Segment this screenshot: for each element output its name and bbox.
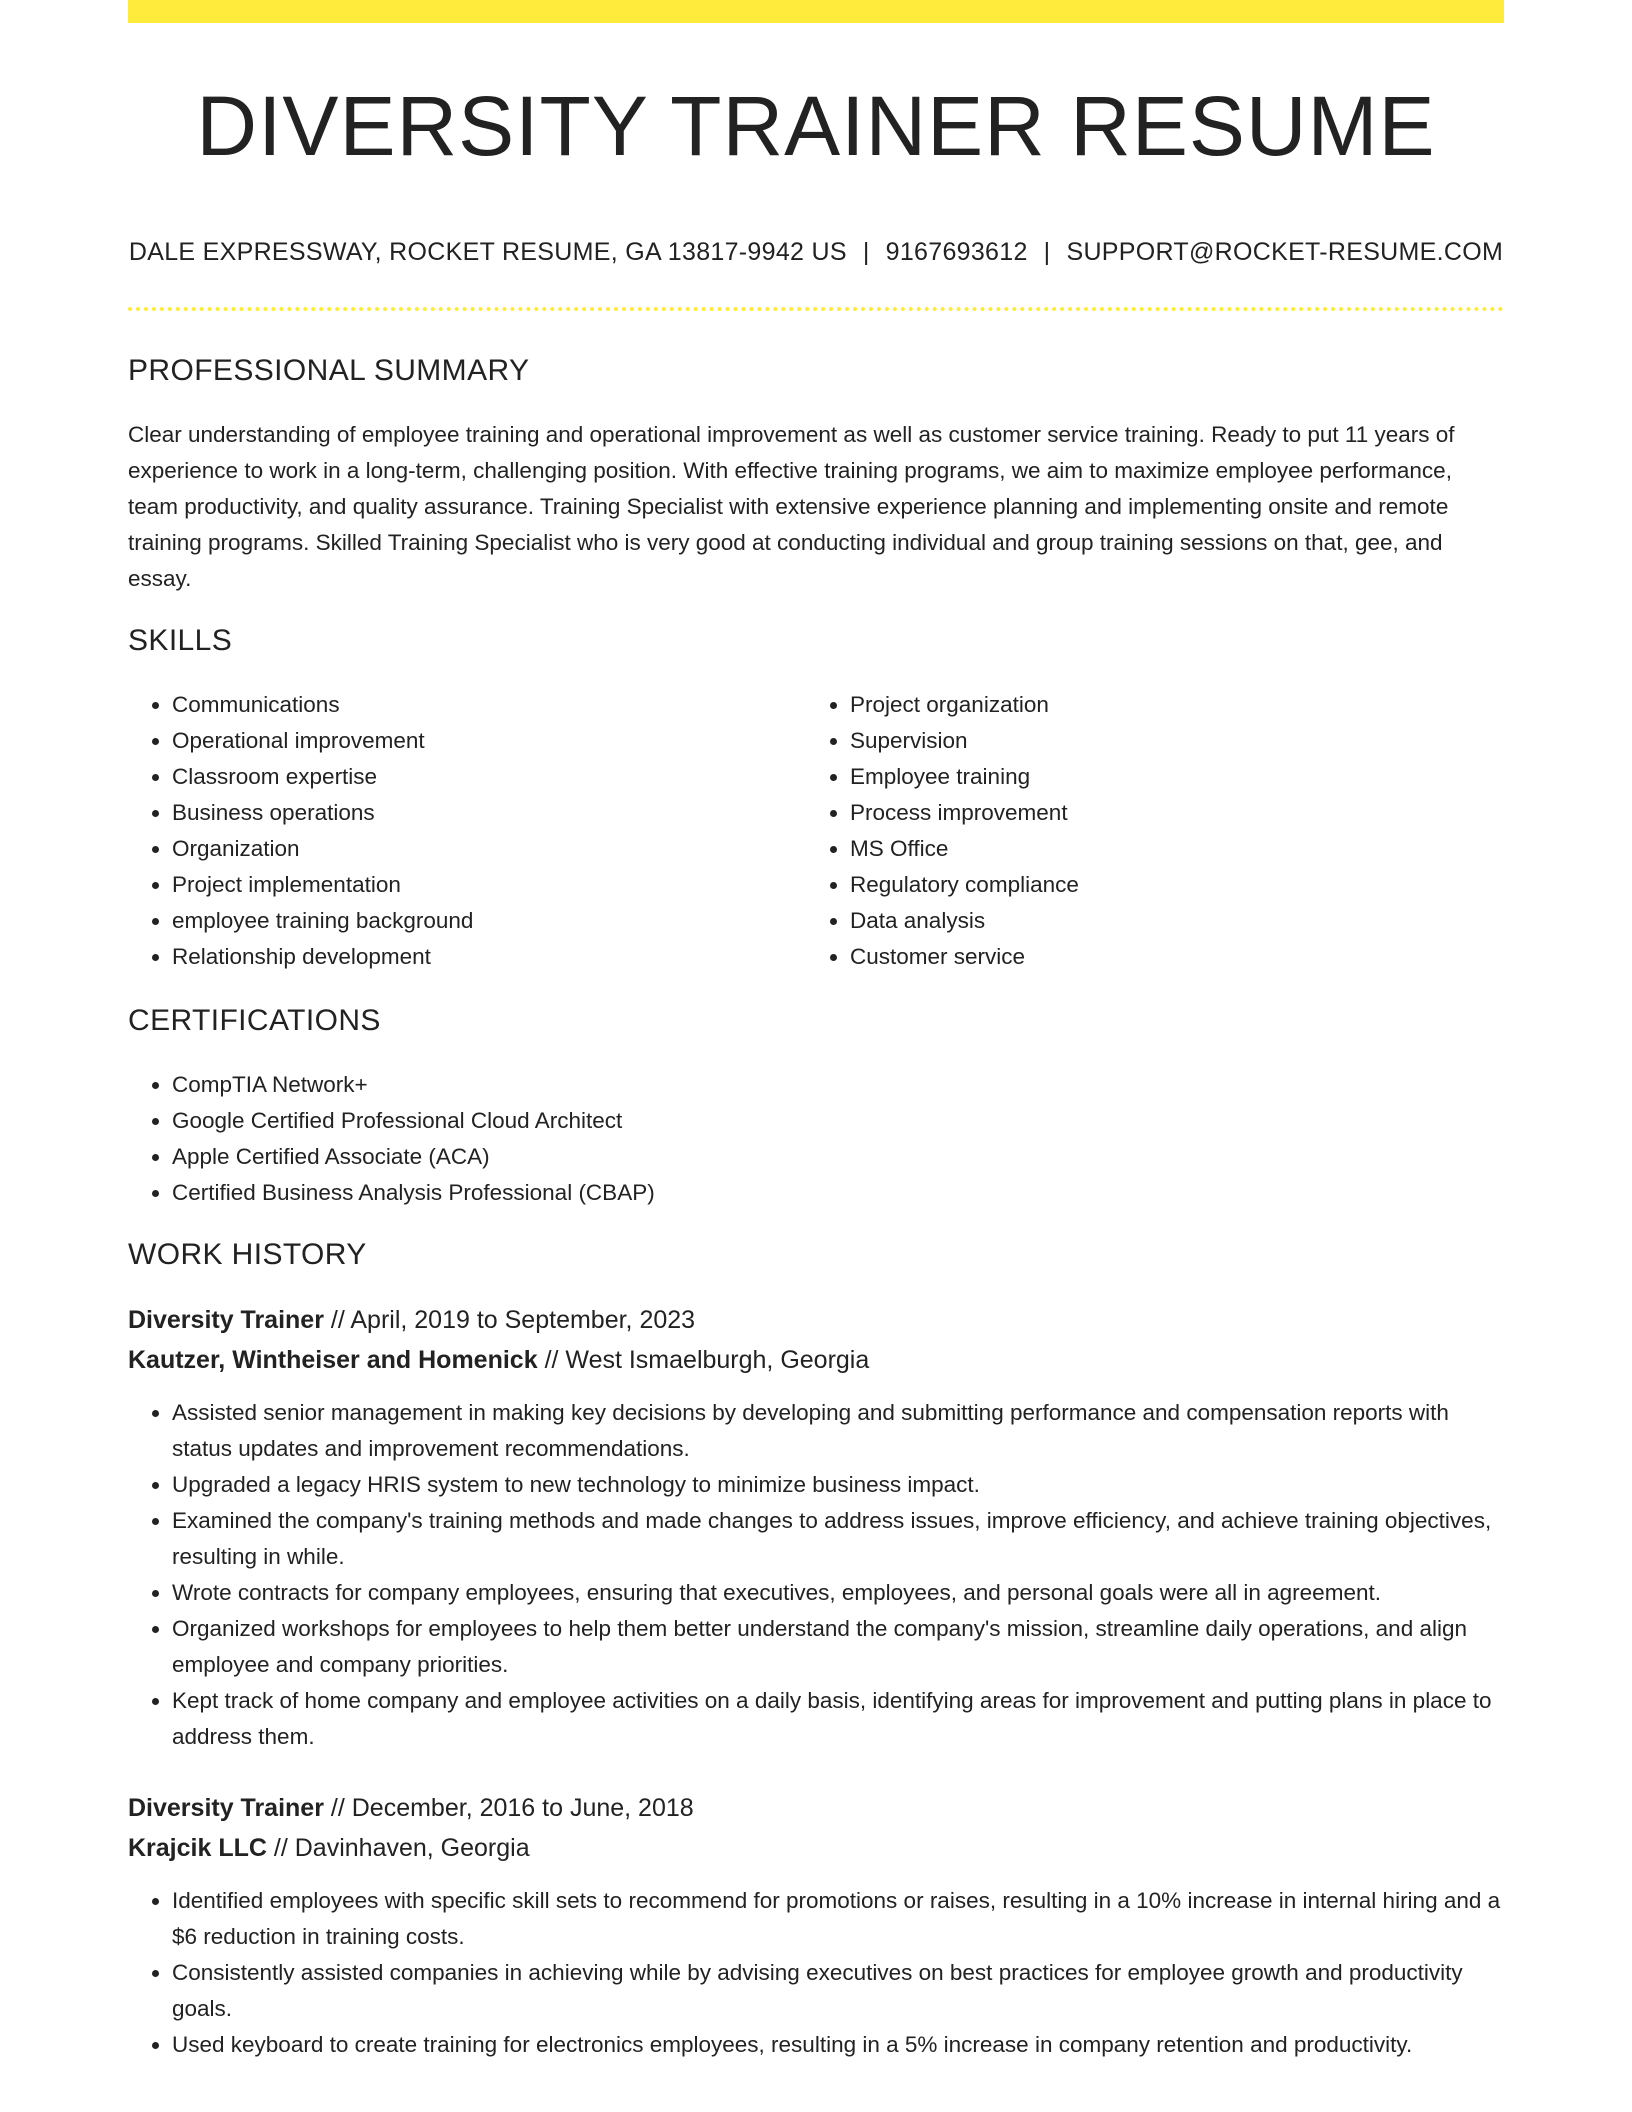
certification-item: • Apple Certified Associate (ACA) <box>172 1139 1504 1175</box>
certifications-block <box>128 1067 1504 1211</box>
skill-item: • Project organization <box>850 687 1484 723</box>
job-title-line <box>128 1788 1504 1828</box>
job-company-line <box>128 1340 1504 1380</box>
skills-list-left <box>128 687 806 975</box>
job-bullet: • Examined the company's training methods and made changes to address issues, improve efficiency, and achieve training objectives, resulting in while. <box>172 1503 1504 1575</box>
job-bullet: • Upgraded a legacy HRIS system to new technology to minimize business impact. <box>172 1467 1504 1503</box>
job-bullets-block <box>128 1883 1504 2063</box>
certification-item: • CompTIA Network+ <box>172 1067 1504 1103</box>
job-title: Diversity Trainer <box>128 1794 324 1822</box>
job-company-line <box>128 1828 1504 1868</box>
job-bullet: • Used keyboard to create training for electronics employees, resulting in a 5% increase in company retention and productivity. <box>172 2027 1504 2063</box>
skill-item: • Project implementation <box>172 867 806 903</box>
job-bullet: • Organized workshops for employees to help them better understand the company's mission, streamline daily operations, and align employee and company priorities. <box>172 1611 1504 1683</box>
certifications-list <box>128 1067 1504 1211</box>
summary-text: Clear understanding of employee training and operational improvement as well as customer service training. Ready to put 11 years of experience to work in a long-term, challenging position. With effective training programs, we aim to maximize employee performance, team productivity, and quality assurance. Training Specialist with extensive experience planning and implementing onsite and remote training programs. Skilled Training Specialist who is very good at conducting individual and group training sessions on that, gee, and essay. <box>128 422 1455 591</box>
job-bullet: • Wrote contracts for company employees, ensuring that executives, employees, and personal goals were all in agreement. <box>172 1575 1504 1611</box>
contact-phone: 9167693612 <box>885 238 1028 266</box>
skill-item: • Customer service <box>850 939 1484 975</box>
skill-item: • Organization <box>172 831 806 867</box>
job-title: Diversity Trainer <box>128 1306 324 1334</box>
skill-item: • Data analysis <box>850 903 1484 939</box>
skill-item: • MS Office <box>850 831 1484 867</box>
job-dates: April, 2019 to September, 2023 <box>350 1306 696 1334</box>
skill-item: • employee training background <box>172 903 806 939</box>
skill-item: • Classroom expertise <box>172 759 806 795</box>
job-bullets-block <box>128 1395 1504 1755</box>
job-bullet: • Assisted senior management in making key decisions by developing and submitting performance and compensation reports with status updates and improvement recommendations. <box>172 1395 1504 1467</box>
job-company: Krajcik LLC <box>128 1834 267 1862</box>
contact-separator: | <box>1043 238 1051 266</box>
contact-line <box>128 238 1504 267</box>
skills-column-left <box>128 687 806 975</box>
skills-heading: SKILLS <box>128 624 233 657</box>
job-bullet: • Consistently assisted companies in achieving while by advising executives on best practices for employee growth and productivity goals. <box>172 1955 1504 2027</box>
job-divider: // <box>330 1794 345 1822</box>
job-divider: // <box>330 1306 345 1334</box>
contact-address: DALE EXPRESSWAY, ROCKET RESUME, GA 13817-9942 US <box>128 238 847 266</box>
skill-item: • Process improvement <box>850 795 1484 831</box>
certification-item: • Certified Business Analysis Professional (CBAP) <box>172 1175 1504 1211</box>
work-history-heading: WORK HISTORY <box>128 1238 367 1271</box>
skill-item: • Employee training <box>850 759 1484 795</box>
page-title: DIVERSITY TRAINER RESUME <box>196 79 1436 173</box>
job-bullets-list <box>128 1395 1504 1755</box>
certification-item: • Google Certified Professional Cloud Architect <box>172 1103 1504 1139</box>
skills-column-right <box>806 687 1484 975</box>
job-bullet: • Identified employees with specific skill sets to recommend for promotions or raises, resulting in a 10% increase in internal hiring and a $6 reduction in training costs. <box>172 1883 1504 1955</box>
skills-grid <box>128 687 1504 975</box>
skill-item: • Business operations <box>172 795 806 831</box>
skills-list-right <box>806 687 1484 975</box>
job-location: West Ismaelburgh, Georgia <box>565 1346 870 1374</box>
contact-separator: | <box>862 238 870 266</box>
job-title-line <box>128 1300 1504 1340</box>
job-location: Davinhaven, Georgia <box>294 1834 530 1862</box>
skill-item: • Relationship development <box>172 939 806 975</box>
job-divider: // <box>544 1346 559 1374</box>
dotted-divider <box>128 307 1504 311</box>
job-bullets-list <box>128 1883 1504 2063</box>
skill-item: • Supervision <box>850 723 1484 759</box>
accent-top-bar <box>128 0 1504 23</box>
skill-item: • Operational improvement <box>172 723 806 759</box>
skill-item: • Regulatory compliance <box>850 867 1484 903</box>
job-company: Kautzer, Wintheiser and Homenick <box>128 1346 538 1374</box>
contact-email: SUPPORT@ROCKET-RESUME.COM <box>1066 238 1504 266</box>
job-divider: // <box>273 1834 288 1862</box>
job-dates: December, 2016 to June, 2018 <box>351 1794 694 1822</box>
summary-heading: PROFESSIONAL SUMMARY <box>128 354 530 387</box>
certifications-heading: CERTIFICATIONS <box>128 1004 381 1037</box>
skill-item: • Communications <box>172 687 806 723</box>
job-bullet: • Kept track of home company and employee activities on a daily basis, identifying areas for improvement and putting plans in place to address them. <box>172 1683 1504 1755</box>
